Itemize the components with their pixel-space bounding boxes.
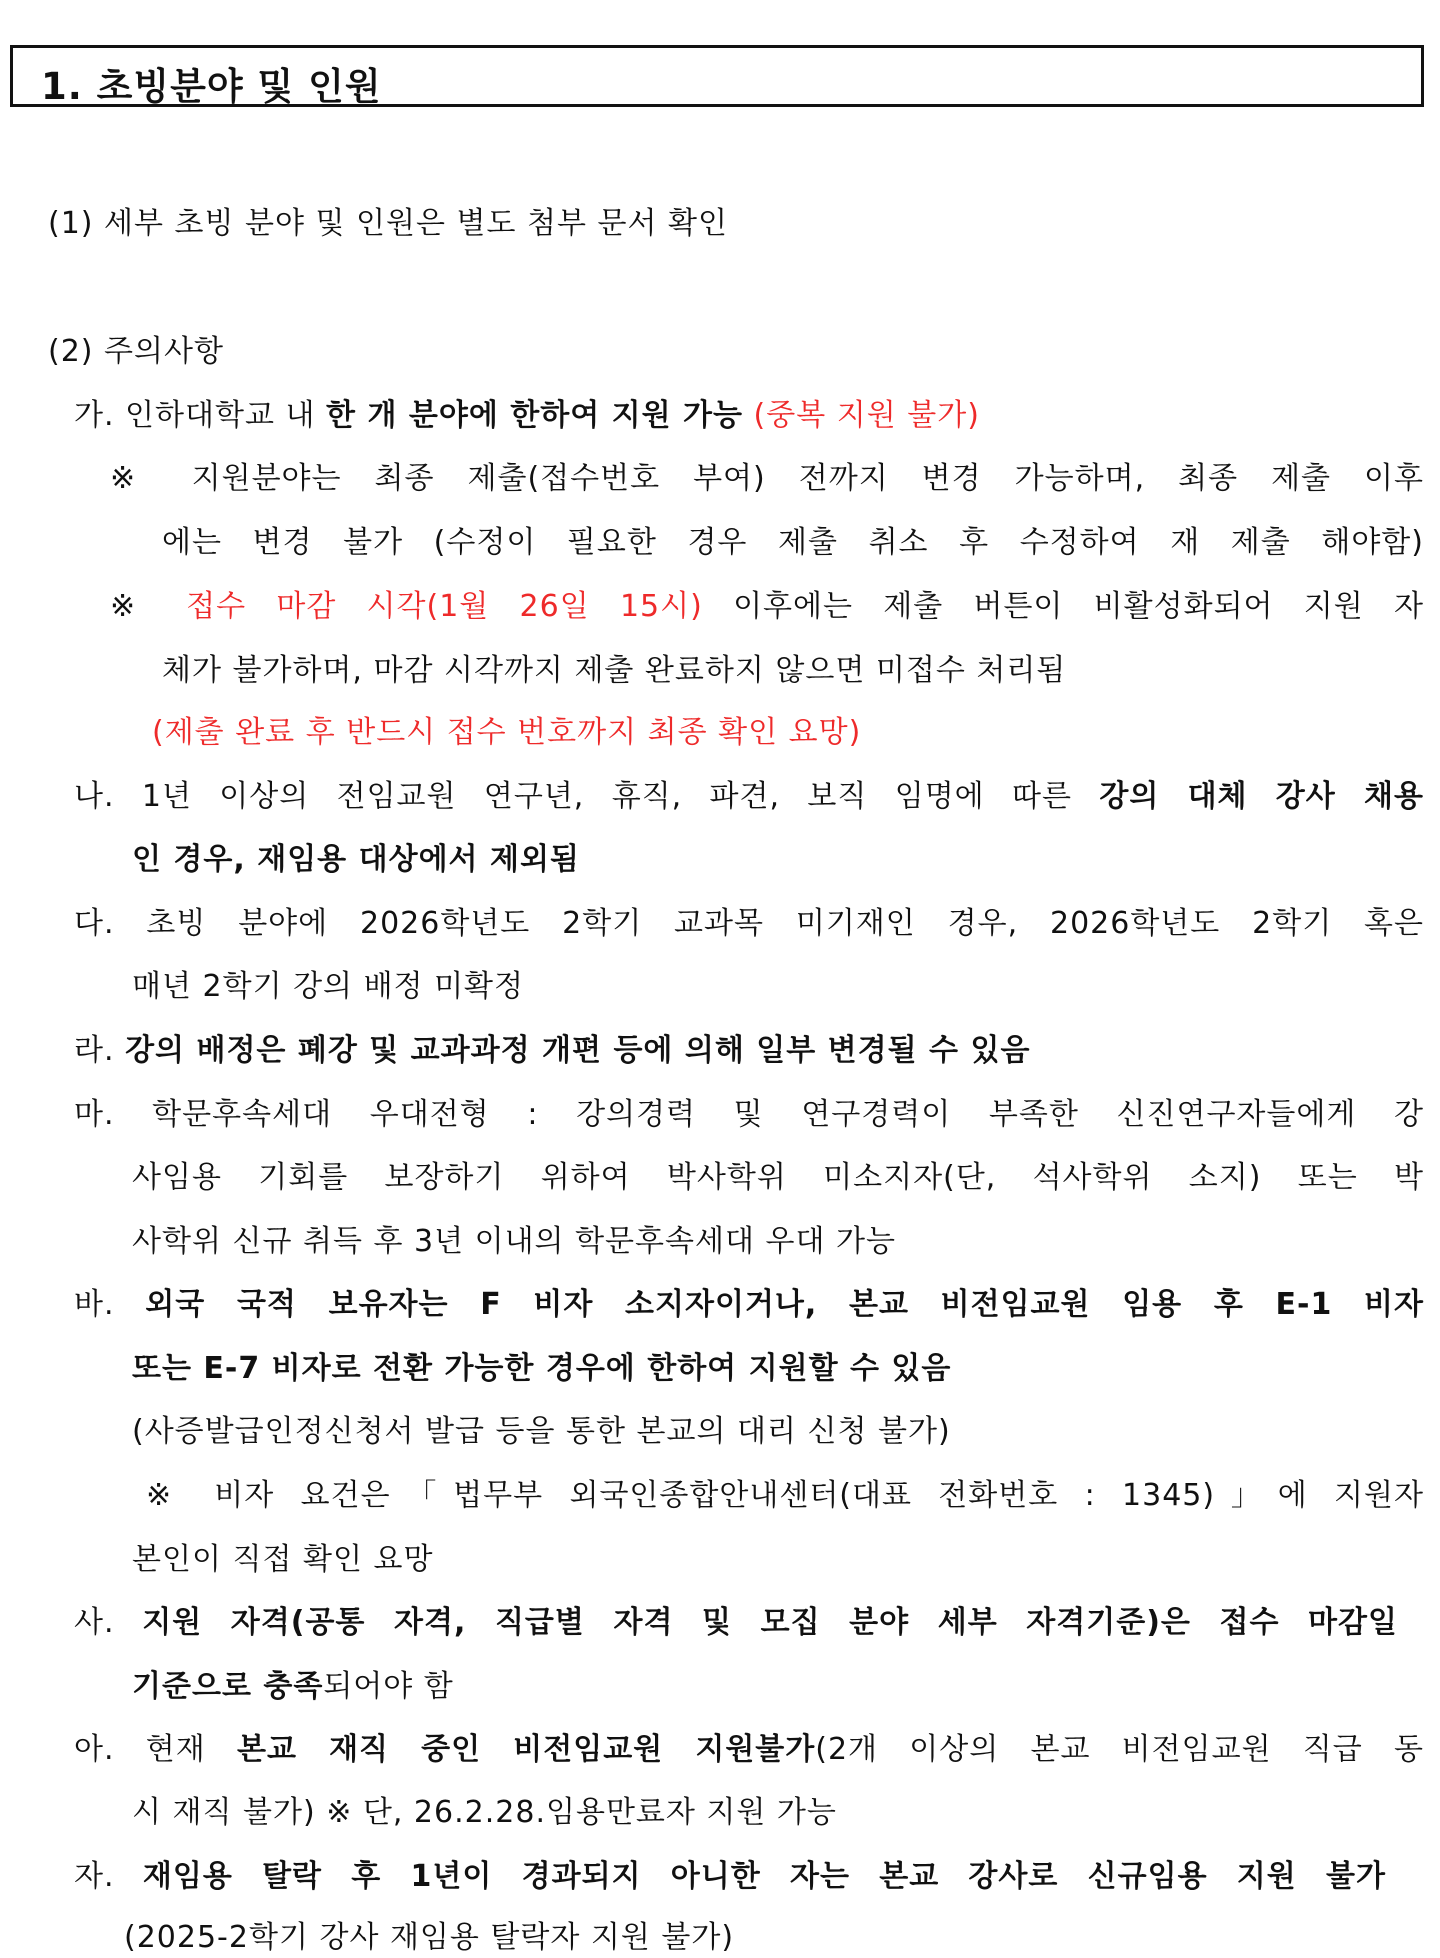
item-ja-line2: (2025-2학기 강사 재임용 탈락자 지원 불가) <box>124 1920 735 1955</box>
item-a-bold: 본교 재직 중인 비전임교원 지원불가 <box>236 1732 816 1767</box>
item-ja-bold: 재임용 탈락 후 1년이 경과되지 아니한 자는 본교 강사로 신규임용 지원 불가 <box>142 1859 1386 1894</box>
item-sa-line1 <box>74 1603 1398 1643</box>
ga-note1-line2: 에는 변경 불가 (수정이 필요한 경우 제출 취소 후 수정하여 재 제출 해야함) <box>162 525 1424 560</box>
item-sa-prefix: 사. <box>74 1605 143 1640</box>
item-ra-bold: 강의 배정은 폐강 및 교과과정 개편 등에 의해 일부 변경될 수 있음 <box>125 1033 1031 1068</box>
ga-note1-line1: ※ 지원분야는 최종 제출(접수번호 부여) 전까지 변경 가능하며, 최종 제출 이후 <box>110 461 1424 496</box>
item-na-plain: 나. 1년 이상의 전임교원 연구년, 휴직, 파견, 보직 임명에 따른 <box>74 779 1100 814</box>
item-2-heading: (2) 주의사항 <box>48 334 224 369</box>
item-ma-line1: 마. 학문후속세대 우대전형 : 강의경력 및 연구경력이 부족한 신진연구자들에게 강 <box>74 1097 1424 1132</box>
item-a-prefix: 아. 현재 <box>74 1732 237 1767</box>
item-ba-line2: 또는 E-7 비자로 전환 가능한 경우에 한하여 지원할 수 있음 <box>132 1351 952 1386</box>
item-na-bold: 강의 대체 강사 채용 <box>1099 779 1424 814</box>
item-ba-note-line1: ※ 비자 요건은「법무부 외국인종합안내센터(대표 전화번호 : 1345)」에 지원자 <box>146 1478 1424 1513</box>
item-da-line2: 매년 2학기 강의 배정 미확정 <box>132 969 525 1004</box>
item-da-line1: 다. 초빙 분야에 2026학년도 2학기 교과목 미기재인 경우, 2026학년도 2학기 혹은 <box>74 906 1424 941</box>
item-sa-plain2: 되어야 함 <box>323 1669 454 1704</box>
ga-note2-line3: (제출 완료 후 반드시 접수 번호까지 최종 확인 요망) <box>152 715 862 750</box>
item-ra <box>74 1031 1030 1071</box>
ga-note2-red: 접수 마감 시각(1월 26일 15시) <box>186 589 703 624</box>
item-ba-bold1: 외국 국적 보유자는 F 비자 소지자이거나, 본교 비전임교원 임용 후 E-1 비자 <box>145 1287 1424 1322</box>
item-ma-line2: 사임용 기회를 보장하기 위하여 박사학위 미소지자(단, 석사학위 소지) 또는 박 <box>132 1160 1424 1195</box>
item-1: (1) 세부 초빙 분야 및 인원은 별도 첨부 문서 확인 <box>48 206 728 241</box>
section-heading-box <box>10 45 1424 107</box>
item-na-line1 <box>74 777 1424 817</box>
item-ga-bold: 한 개 분야에 한하여 지원 가능 <box>326 398 743 433</box>
item-ra-prefix: 라. <box>74 1033 126 1068</box>
ga-note2-line1 <box>110 587 1424 627</box>
item-a-line2: 시 재직 불가) ※ 단, 26.2.28.임용만료자 지원 가능 <box>132 1795 837 1830</box>
ga-note2-rest: 이후에는 제출 버튼이 비활성화되어 지원 자 <box>702 589 1424 624</box>
section-title: 1. 초빙분야 및 인원 <box>41 65 382 108</box>
item-sa-bold2: 기준으로 충족 <box>132 1669 324 1704</box>
item-ja-line1 <box>74 1857 1386 1897</box>
item-sa-bold1: 지원 자격(공통 자격, 직급별 자격 및 모집 분야 세부 자격기준)은 접수 마감일 <box>142 1605 1398 1640</box>
item-ba-line1 <box>74 1285 1424 1325</box>
item-ba-line3: (사증발급인정신청서 발급 등을 통한 본교의 대리 신청 불가) <box>132 1414 951 1449</box>
item-ga-prefix: 가. 인하대학교 내 <box>74 398 327 433</box>
item-a-rest: (2개 이상의 본교 비전임교원 직급 동 <box>815 1732 1424 1767</box>
item-na-line2: 인 경우, 재임용 대상에서 제외됨 <box>132 842 580 877</box>
item-sa-line2 <box>132 1667 454 1707</box>
ga-note2-mark: ※ <box>110 589 187 624</box>
item-a-line1 <box>74 1730 1424 1770</box>
item-ja-prefix: 자. <box>74 1859 143 1894</box>
item-ba-note-line2: 본인이 직접 확인 요망 <box>132 1542 434 1577</box>
item-ga <box>74 396 980 436</box>
item-ga-red: (중복 지원 불가) <box>753 398 980 433</box>
item-ba-prefix: 바. <box>74 1287 146 1322</box>
item-ma-line3: 사학위 신규 취득 후 3년 이내의 학문후속세대 우대 가능 <box>132 1224 896 1259</box>
ga-note2-line2: 체가 불가하며, 마감 시각까지 제출 완료하지 않으면 미접수 처리됨 <box>162 653 1067 688</box>
